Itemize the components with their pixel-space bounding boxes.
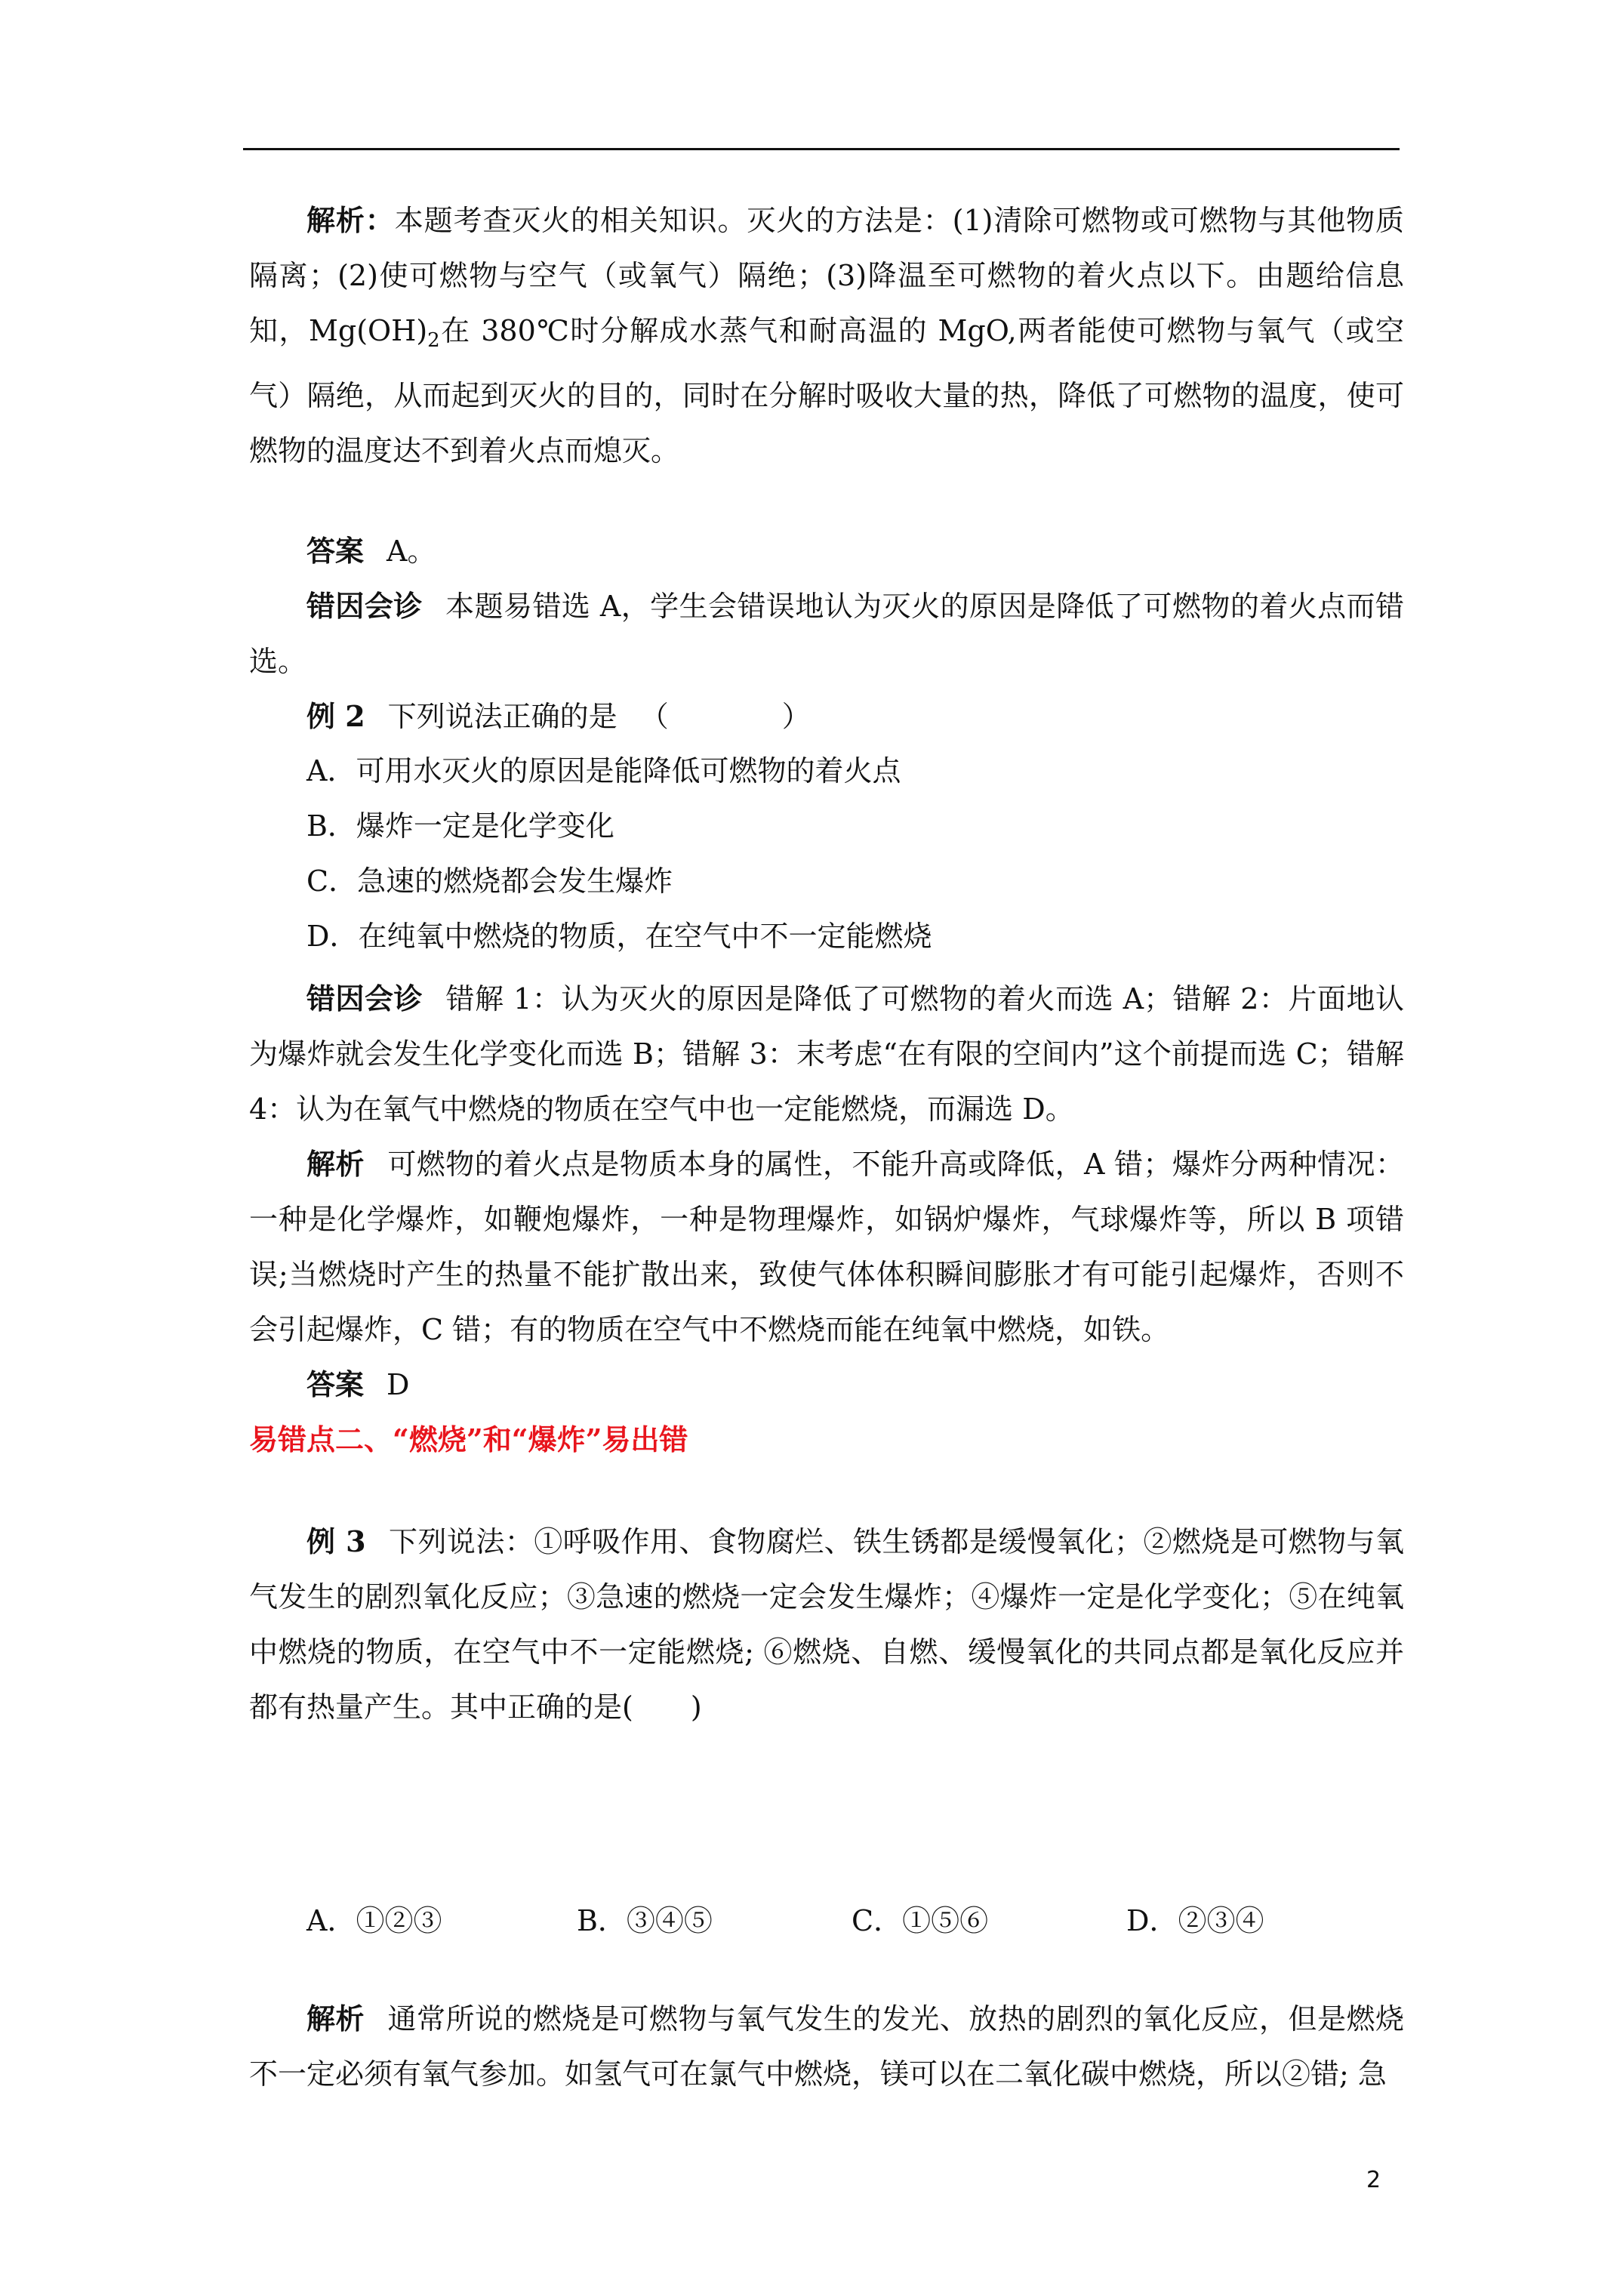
example-2-option-d: D．在纯氧中燃烧的物质，在空气中不一定能燃烧 [306, 920, 932, 953]
error-label: 错因会诊 [306, 982, 423, 1015]
answer-label: 答案 [306, 534, 365, 568]
analysis-text: 可燃物的着火点是物质本身的属性，不能升高或降低，A 错；爆炸分两种情况：一种是化学爆炸，如鞭炮爆炸，一种是物理爆炸，如锅炉爆炸，气球爆炸等，所以 B 项错误;当燃烧时产生的热量不能扩散出来，致使气体体积瞬间膨胀才有可能引起爆炸，否则不会引起爆炸，C 错；有的物质在空气中不燃烧而能在纯氧中燃烧，如铁。 [249, 1148, 1404, 1346]
page-number: 2 [1366, 2167, 1381, 2193]
example-2-option-c: C．急速的燃烧都会发生爆炸 [306, 864, 673, 898]
answer-value: A。 [387, 535, 436, 568]
error-label: 错因会诊 [306, 589, 423, 623]
example-label: 例 2 [306, 699, 365, 733]
choice-a: A．①②③ [306, 1904, 442, 1937]
example-text: 下列说法：①呼吸作用、食物腐烂、铁生锈都是缓慢氧化；②燃烧是可燃物与氧气发生的剧烈氧化反应；③急速的燃烧一定会发生爆炸；④爆炸一定是化学变化；⑤在纯氧中燃烧的物质，在空气中不一定能燃烧; ⑥燃烧、自燃、缓慢氧化的共同点都是氧化反应并都有热量产生。其中正确的是( ) [249, 1525, 1404, 1724]
analysis-text-b: 在 380℃时分解成水蒸气和耐高温的 MgO,两者能使可燃物与氧气（或空气）隔绝，从而起到灭火的目的，同时在分解时吸收大量的热，降低了可燃物的温度，使可燃物的温度达不到着火点而熄灭。 [249, 314, 1404, 467]
analysis-text: 通常所说的燃烧是可燃物与氧气发生的发光、放热的剧烈的氧化反应，但是燃烧不一定必须有氧气参加。如氢气可在氯气中燃烧，镁可以在二氧化碳中燃烧，所以②错; 急 [249, 2002, 1404, 2091]
error-diagnosis-1 [249, 578, 1404, 689]
analysis-label: 解析： [306, 203, 395, 237]
analysis-paragraph-3 [249, 1991, 1404, 2102]
header-rule [243, 148, 1400, 150]
answer-1 [306, 523, 436, 579]
example-2-option-a: A．可用水灭火的原因是能降低可燃物的着火点 [306, 754, 901, 787]
error-text: 错解 1：认为灭火的原因是降低了可燃物的着火而选 A；错解 2：片面地认为爆炸就会发生化学变化而选 B；错解 3：末考虑“在有限的空间内”这个前提而选 C；错解 4：认为在氧气中燃烧的物质在空气中也一定能燃烧，而漏选 D。 [249, 982, 1404, 1126]
example-3-stem [249, 1514, 1404, 1735]
analysis-label: 解析 [306, 1147, 365, 1181]
choice-b: B．③④⑤ [577, 1904, 713, 1937]
choice-c: C．①⑤⑥ [852, 1904, 989, 1937]
formula: $Mg(OH)_2$ [308, 314, 440, 352]
answer-label: 答案 [306, 1367, 365, 1401]
analysis-label: 解析 [306, 2002, 365, 2036]
example-2-option-b: B．爆炸一定是化学变化 [306, 809, 614, 843]
error-text: 本题易错选 A，学生会错误地认为灭火的原因是降低了可燃物的着火点而错选。 [249, 590, 1404, 678]
example-2-stem: 例 2 下列说法正确的是 （ ） [306, 699, 811, 733]
analysis-paragraph-1 [249, 193, 1404, 479]
choice-d: D．②③④ [1126, 1904, 1264, 1937]
error-diagnosis-2 [249, 971, 1404, 1137]
answer-value: D [387, 1368, 410, 1401]
section-heading: 易错点二、“燃烧”和“爆炸”易出错 [249, 1422, 688, 1456]
answer-2 [306, 1357, 409, 1413]
example-label: 例 3 [306, 1524, 366, 1558]
analysis-paragraph-2 [249, 1136, 1404, 1358]
analysis-text-a: 本题考查灭火的相关知识。灭火的方法是：(1)清除可燃物或可燃物与其他物质隔离；(2)使可燃物与空气（或氧气）隔绝；(3)降温至可燃物的着火点以下。由题给信息知， [249, 204, 1404, 347]
